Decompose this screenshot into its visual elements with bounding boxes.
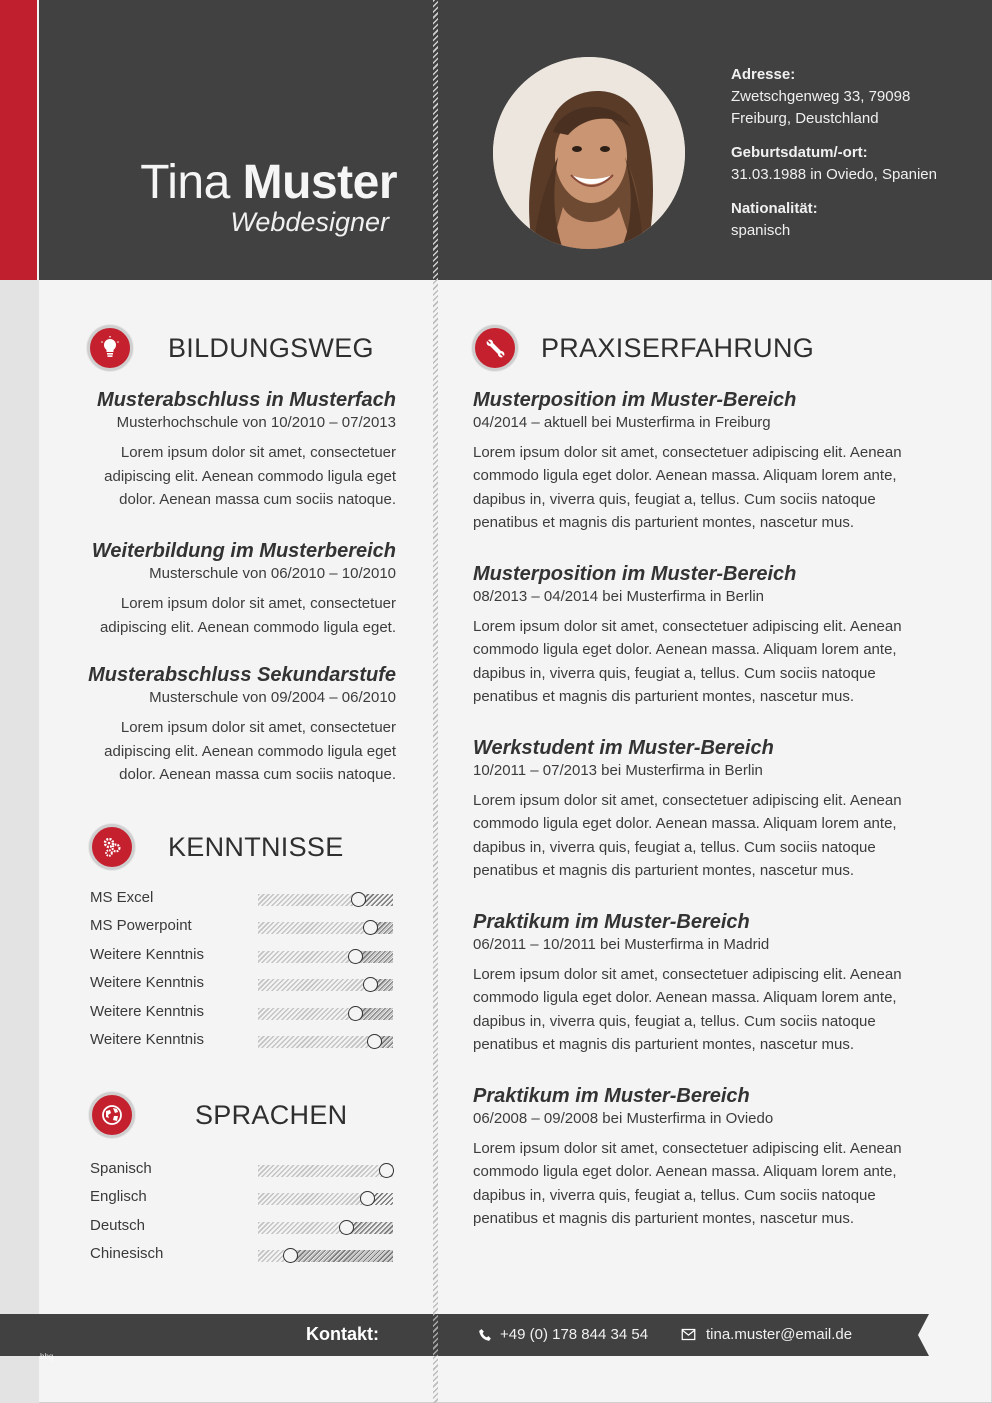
skill-label: MS Excel [90, 889, 154, 906]
language-row [90, 1188, 393, 1210]
level-bar [258, 1036, 393, 1048]
level-bar [258, 1222, 393, 1234]
experience-entry [473, 737, 933, 883]
experience-entry [473, 563, 933, 709]
experience-entry [473, 911, 933, 1057]
skill-label: Weitere Kenntnis [90, 945, 204, 963]
language-label: Englisch [90, 1188, 147, 1206]
level-bar [258, 951, 393, 963]
entry-subtitle: 10/2011 – 07/2013 bei Musterfirma in Berlin [473, 762, 763, 779]
language-label: Chinesisch [90, 1245, 164, 1263]
language-row [90, 1245, 393, 1267]
entry-title: Musterabschluss in Musterfach [97, 389, 396, 411]
level-knob [367, 1034, 382, 1049]
level-knob [339, 1220, 354, 1235]
entry-title: Musterabschluss Sekundarstufe [88, 664, 396, 686]
skill-row [90, 917, 393, 939]
skill-label: MS Powerpoint [90, 917, 192, 935]
personal-info [731, 64, 937, 254]
level-bar [258, 979, 393, 991]
entry-title: Weiterbildung im Musterbereich [91, 540, 396, 562]
education-entry [66, 664, 396, 787]
entry-subtitle: Musterhochschule von 10/2010 – 07/2013 [116, 414, 396, 431]
language-row [90, 1217, 393, 1239]
skill-row [90, 946, 393, 968]
entry-title: Musterposition im Muster-Bereich [473, 389, 797, 411]
wrench-icon [472, 325, 518, 371]
entry-subtitle: 06/2011 – 10/2011 bei Musterfirma in Madrid [473, 936, 770, 953]
phone-icon [478, 1328, 492, 1342]
info-label: Nationalität: [731, 200, 818, 217]
skill-label: Weitere Kenntnis [90, 1002, 204, 1020]
column-divider-footer [433, 1314, 438, 1356]
education-entry [66, 540, 396, 639]
skill-label: Weitere Kenntnis [90, 974, 204, 992]
level-bar-remaining [290, 1250, 393, 1262]
experience-entry [473, 389, 933, 535]
skill-label: Weitere Kenntnis [90, 1031, 204, 1048]
profile-photo [493, 57, 685, 249]
entry-subtitle: 08/2013 – 04/2014 bei Musterfirma in Berlin [473, 588, 765, 605]
level-bar [258, 894, 393, 906]
skill-row [90, 1031, 393, 1053]
section-heading-skills [89, 824, 344, 870]
info-value: spanisch [731, 222, 791, 239]
entry-subtitle: Musterschule von 06/2010 – 10/2010 [149, 565, 396, 582]
entry-title: Musterposition im Muster-Bereich [473, 563, 797, 585]
ribbon-notch [912, 1314, 929, 1356]
email-address: tina.muster@email.de [706, 1326, 853, 1343]
level-knob [348, 949, 363, 964]
gears-icon [89, 824, 135, 870]
experience-entry [473, 1085, 933, 1231]
info-birth [731, 142, 937, 186]
phone-number: +49 (0) 178 844 34 54 [500, 1326, 649, 1343]
info-label: Adresse: [731, 66, 796, 83]
level-knob [351, 892, 366, 907]
level-bar [258, 1008, 393, 1020]
last-name: Muster [242, 156, 397, 209]
entry-description: Lorem ipsum dolor sit amet, consectetuer adipiscing elit. Aenean commodo ligula eget dolor. Aenean massa. Aliquam lorem ante, dapibus in, viverra quis, feugiat a, tellus. Cum sociis natoque penatibus et magnis dis parturient montes, nascetur mus. [473, 1140, 902, 1228]
info-value: Zwetschgenweg 33, 79098 [731, 88, 911, 105]
mail-icon [681, 1328, 696, 1341]
entry-description: Lorem ipsum dolor sit amet, consectetuer adipiscing elit. Aenean commodo ligula eget dolor. Aenean massa. Aliquam lorem ante, dapibus in, viverra quis, feugiat a, tellus. Cum sociis natoque penatibus et magnis dis parturient montes, nascetur mus. [473, 792, 902, 880]
education-entry [66, 389, 396, 512]
entry-subtitle: 04/2014 – aktuell bei Musterfirma in Freiburg [473, 414, 771, 431]
lightbulb-icon [87, 325, 133, 371]
section-title: BILDUNGSWEG [168, 332, 374, 363]
contact-label: Kontakt: [306, 1324, 379, 1344]
info-nationality [731, 198, 937, 242]
level-bar [258, 1165, 393, 1177]
language-label: Deutsch [90, 1216, 146, 1234]
first-name: Tina [140, 156, 230, 209]
entry-description: Lorem ipsum dolor sit amet, consectetuer adipiscing elit. Aenean commodo ligula eget dolor. Aenean massa. Aliquam lorem ante, dapibus in, viverra quis, feugiat a, tellus. Cum sociis natoque penatibus et magnis dis parturient montes, nascetur mus. [473, 618, 902, 706]
section-title: SPRACHEN [195, 1099, 348, 1130]
entry-subtitle: 06/2008 – 09/2008 bei Musterfirma in Oviedo [473, 1110, 774, 1127]
column-divider-header [433, 0, 438, 280]
language-label: Spanisch [90, 1160, 152, 1177]
section-heading-languages [89, 1092, 347, 1138]
contact-email[interactable] [681, 1326, 852, 1343]
accent-rail-grey [0, 280, 39, 1403]
entry-description: Lorem ipsum dolor sit amet, consectetuer adipiscing elit. Aenean commodo ligula eget. [99, 595, 396, 636]
watermark: bbg [40, 1352, 54, 1361]
info-value: Freiburg, Deustchland [731, 110, 879, 127]
job-title: Webdesigner [230, 207, 389, 237]
entry-title: Praktikum im Muster-Bereich [473, 1085, 750, 1107]
section-title: PRAXISERFAHRUNG [541, 332, 815, 363]
level-knob [348, 1006, 363, 1021]
section-heading-experience [472, 325, 814, 371]
accent-rail-red [0, 0, 37, 280]
level-bar [258, 1193, 393, 1205]
entry-subtitle: Musterschule von 09/2004 – 06/2010 [149, 689, 396, 706]
skill-row [90, 889, 393, 911]
entry-title: Werkstudent im Muster-Bereich [473, 737, 774, 759]
info-address [731, 64, 937, 130]
skill-row [90, 974, 393, 996]
entry-description: Lorem ipsum dolor sit amet, consectetuer adipiscing elit. Aenean commodo ligula eget dolor. Aenean massa cum sociis natoque. [104, 444, 396, 508]
entry-description: Lorem ipsum dolor sit amet, consectetuer adipiscing elit. Aenean commodo ligula eget dolor. Aenean massa. Aliquam lorem ante, dapibus in, viverra quis, feugiat a, tellus. Cum sociis natoque penatibus et magnis dis parturient montes, nascetur mus. [473, 444, 902, 532]
section-heading-education [87, 325, 374, 371]
language-row [90, 1160, 393, 1182]
entry-description: Lorem ipsum dolor sit amet, consectetuer adipiscing elit. Aenean commodo ligula eget dolor. Aenean massa cum sociis natoque. [104, 719, 396, 783]
person-name [140, 155, 397, 210]
skill-row [90, 1003, 393, 1025]
entry-title: Praktikum im Muster-Bereich [473, 911, 750, 933]
contact-phone[interactable] [478, 1326, 648, 1343]
info-label: Geburtsdatum/-ort: [731, 144, 868, 161]
entry-description: Lorem ipsum dolor sit amet, consectetuer adipiscing elit. Aenean commodo ligula eget dolor. Aenean massa. Aliquam lorem ante, dapibus in, viverra quis, feugiat a, tellus. Cum sociis natoque penatibus et magnis dis parturient montes, nascetur mus. [473, 966, 902, 1054]
level-bar [258, 1250, 393, 1262]
section-title: KENNTNISSE [168, 831, 344, 862]
globe-icon [89, 1092, 135, 1138]
portrait-illustration [493, 57, 685, 249]
level-bar [258, 922, 393, 934]
info-value: 31.03.1988 in Oviedo, Spanien [731, 166, 937, 183]
